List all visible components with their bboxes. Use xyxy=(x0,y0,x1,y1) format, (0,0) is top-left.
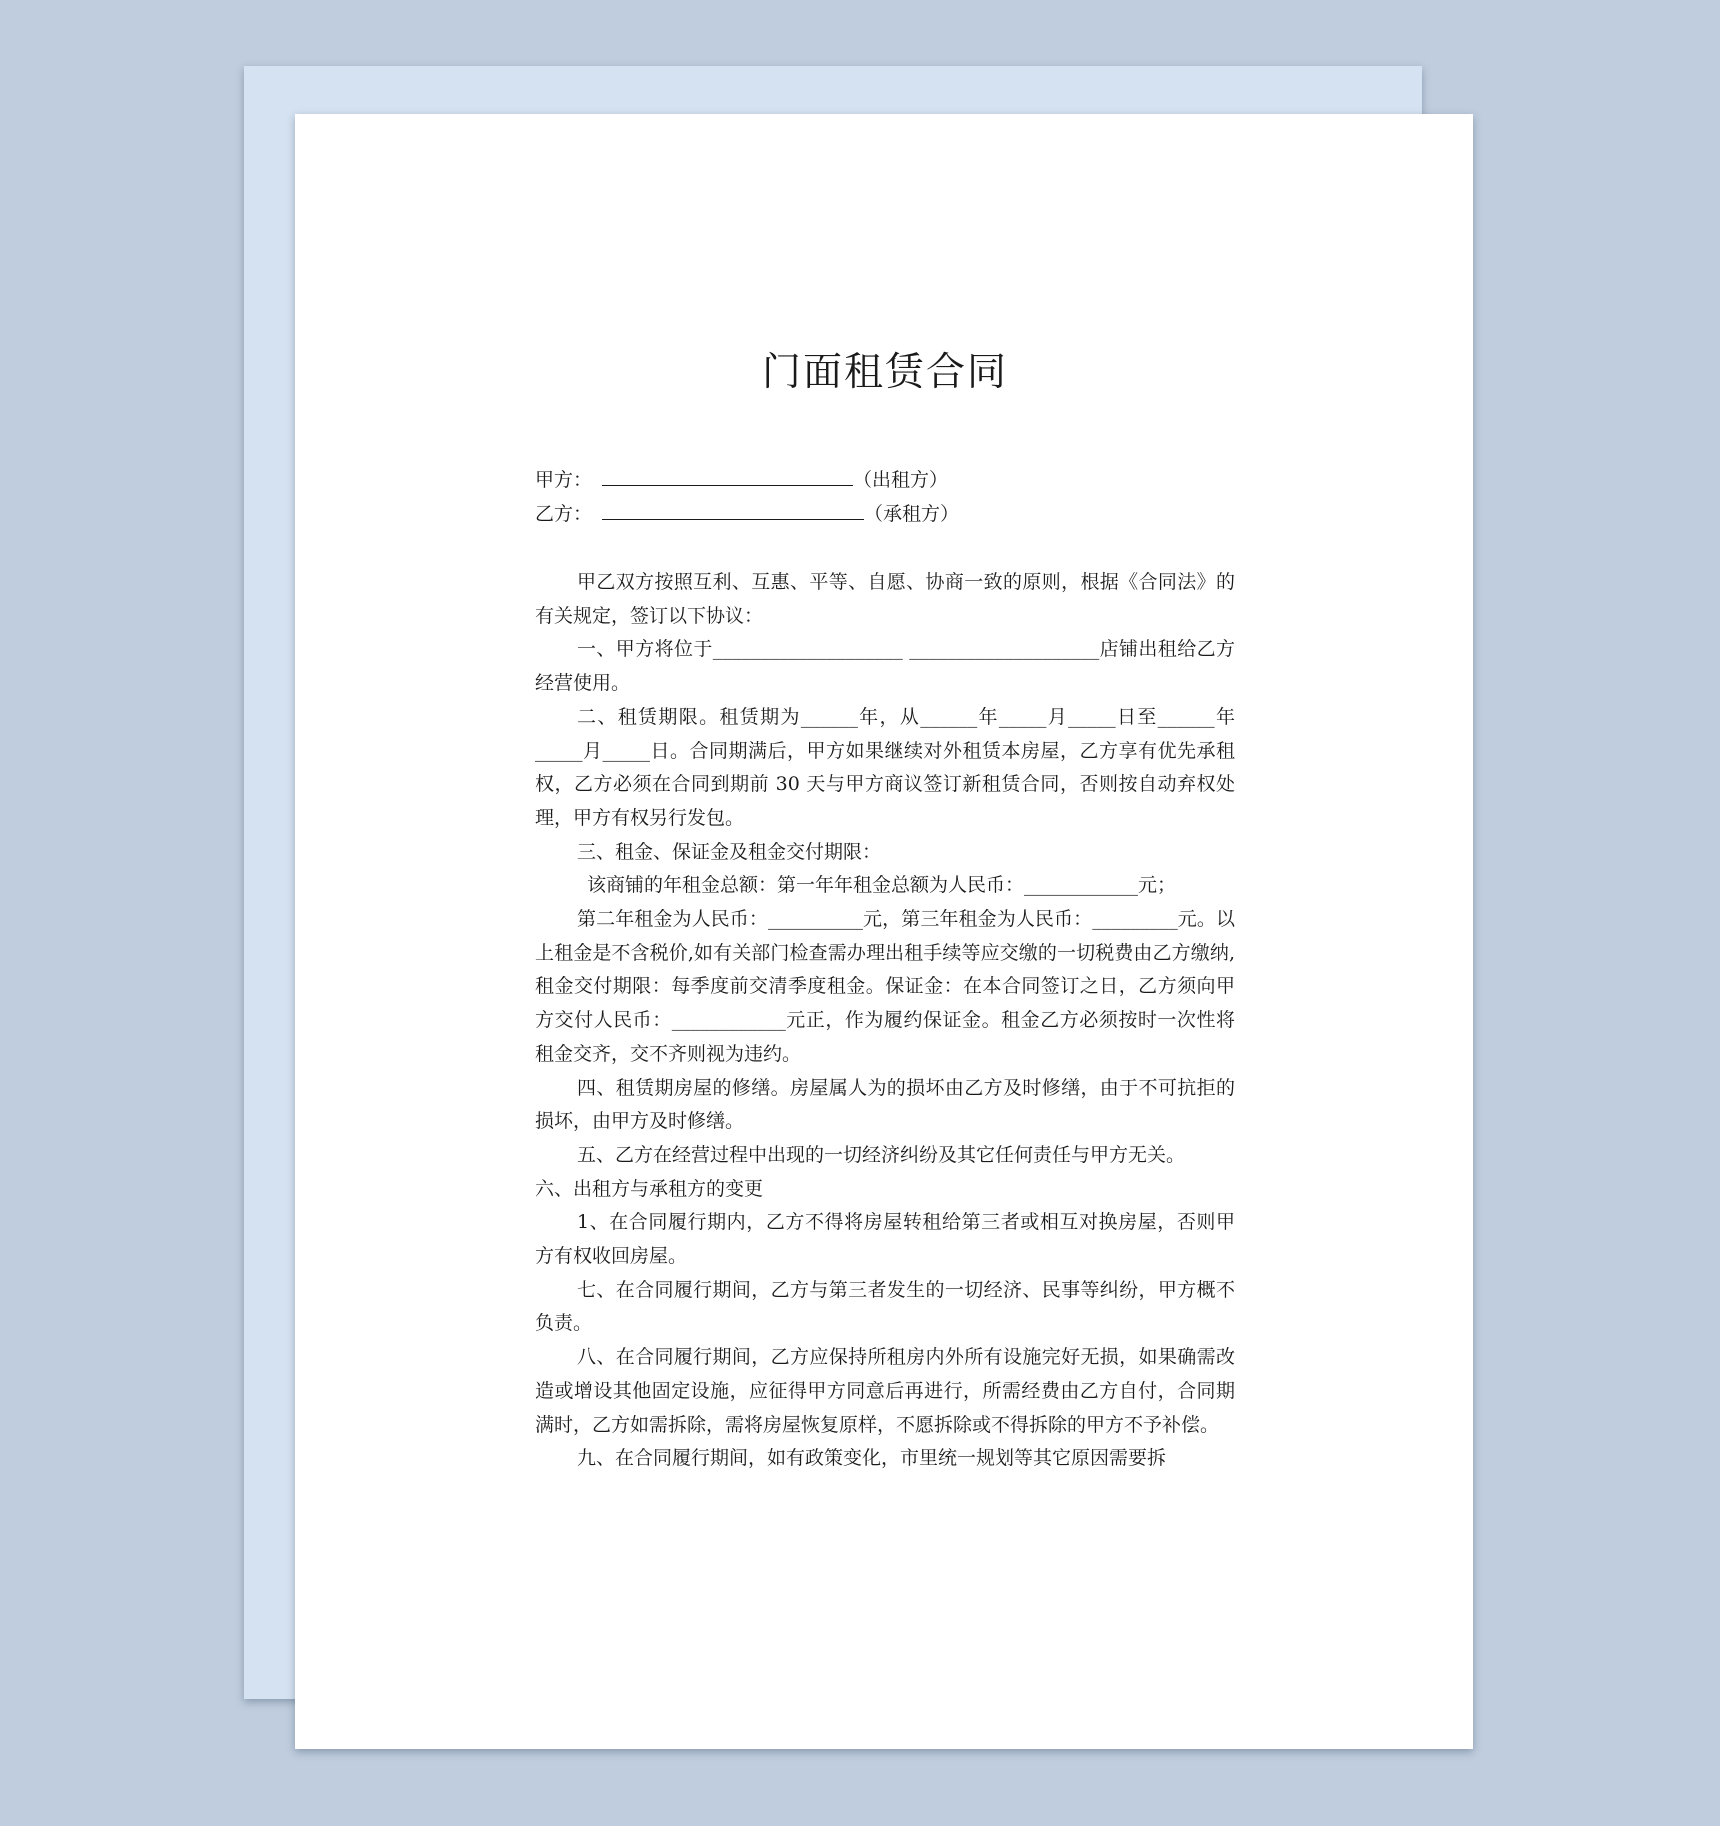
clause-4-repairs: 四、租赁期房屋的修缮。房屋属人为的损坏由乙方及时修缮，由于不可抗拒的损坏，由甲方及时修缮。 xyxy=(535,1076,1235,1133)
clause-2-term: 二、租赁期限。租赁期为______年，从______年_____月_____日至______年_____月_____日。合同期满后，甲方如果继续对外租赁本房屋，乙方享有优先承租权，乙方必须在合同到期前 30 天与甲方商议签订新租赁合同，否则按自动弃权处理，甲方有权另行发包。 xyxy=(535,705,1235,829)
party-b-label: 乙方： xyxy=(535,503,593,525)
clause-1-premises: 一、甲方将位于____________________ ____________________店铺出租给乙方经营使用。 xyxy=(535,638,1235,695)
contract-page xyxy=(295,114,1473,1749)
document-title: 门面租赁合同 xyxy=(761,350,1008,395)
clause-6-heading: 六、出租方与承租方的变更 xyxy=(535,1177,764,1200)
clause-3-heading: 三、租金、保证金及租金交付期限： xyxy=(577,840,882,863)
clause-3-annual-rent: 该商铺的年租金总额：第一年年租金总额为人民币：____________元； xyxy=(587,874,1177,897)
party-a-label: 甲方： xyxy=(535,469,593,491)
party-a-line xyxy=(535,463,948,497)
party-b-line xyxy=(535,497,959,531)
intro-paragraph: 甲乙双方按照互利、互惠、平等、自愿、协商一致的原则，根据《合同法》的有关规定，签订以下协议： xyxy=(535,571,1235,627)
clause-3-rent-details: 第二年租金为人民币：__________元，第三年租金为人民币：_________元。以上租金是不含税价,如有关部门检查需办理出租手续等应交缴的一切税费由乙方缴纳,租金交付期限：每季度前交清季度租金。保证金：在本合同签订之日，乙方须向甲方交付人民币：____________元正，作为履约保证金。租金乙方必须按时一次性将租金交齐，交不齐则视为违约。 xyxy=(535,908,1235,1065)
clause-5-disputes: 五、乙方在经营过程中出现的一切经济纠纷及其它任何责任与甲方无关。 xyxy=(577,1143,1186,1166)
contract-body xyxy=(535,566,1235,1476)
party-b-blank xyxy=(602,499,864,520)
party-b-role: （承租方） xyxy=(864,503,960,525)
party-a-role: （出租方） xyxy=(853,469,949,491)
clause-9-policy: 九、在合同履行期间，如有政策变化，市里统一规划等其它原因需要拆 xyxy=(577,1447,1167,1470)
clause-8-facilities: 八、在合同履行期间，乙方应保持所租房内外所有设施完好无损，如果确需改造或增设其他固定设施，应征得甲方同意后再进行，所需经费由乙方自付，合同期满时，乙方如需拆除，需将房屋恢复原样，不愿拆除或不得拆除的甲方不予补偿。 xyxy=(535,1346,1235,1436)
party-a-blank xyxy=(602,465,853,486)
clause-7-third-party: 七、在合同履行期间，乙方与第三者发生的一切经济、民事等纠纷，甲方概不负责。 xyxy=(535,1278,1235,1335)
clause-6-sublet: 1、在合同履行期内，乙方不得将房屋转租给第三者或相互对换房屋，否则甲方有权收回房屋。 xyxy=(535,1211,1235,1268)
